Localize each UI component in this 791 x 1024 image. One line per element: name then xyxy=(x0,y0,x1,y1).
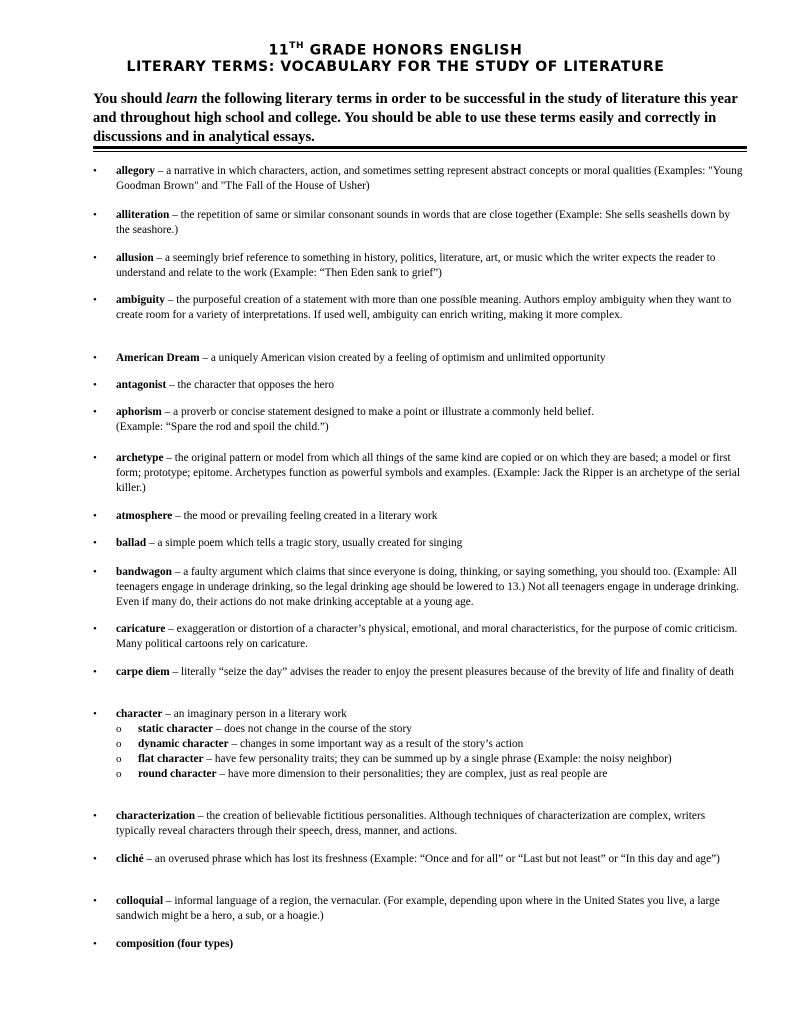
term-name: ambiguity xyxy=(116,294,165,306)
bullet-icon: • xyxy=(93,708,97,720)
sub-term-round-character xyxy=(116,767,746,782)
bullet-icon: • xyxy=(93,537,97,549)
sub-term-definition: – have few personality traits; they can be summed up by a single phrase (Example: the noisy neighbor) xyxy=(203,753,672,765)
term-definition: – informal language of a region, the vernacular. (For example, depending upon where in the United States you live, a large sandwich might be a hero, a sub, or a hoagie.) xyxy=(116,895,720,922)
term-entry-allegory xyxy=(93,164,746,194)
sub-term-definition: – have more dimension to their personalities; they are complex, just as real people are xyxy=(216,768,608,780)
bullet-icon: • xyxy=(93,294,97,306)
bullet-icon: • xyxy=(93,938,97,950)
bullet-icon: • xyxy=(93,510,97,522)
term-name: caricature xyxy=(116,623,166,635)
term-name: atmosphere xyxy=(116,510,173,522)
term-entry-carpe-diem xyxy=(93,665,746,680)
sub-term-static-character xyxy=(116,722,746,737)
term-definition: – the mood or prevailing feeling created in a literary work xyxy=(172,510,438,522)
intro-text-rest: the following literary terms in order to be successful in the study of literature this year and throughout high school and college. You should be able to use these terms easily and correctly in discussions and in analytical essays. xyxy=(93,91,738,145)
bullet-icon: • xyxy=(93,452,97,464)
sub-term-name: flat character xyxy=(138,753,204,765)
term-name: allegory xyxy=(116,165,155,177)
term-entry-archetype xyxy=(93,451,746,496)
term-definition: – the purposeful creation of a statement with more than one possible meaning. Authors employ ambiguity when they want to create room for a variety of interpretations. If used well, ambiguity can enrich writing, making it more complex. xyxy=(116,294,732,321)
term-entry-cliche xyxy=(93,852,746,867)
term-example: (Example: “Spare the rod and spoil the child.”) xyxy=(116,421,329,433)
term-entry-allusion xyxy=(93,251,746,281)
bullet-icon: • xyxy=(93,379,97,391)
sub-term-name: dynamic character xyxy=(138,738,229,750)
term-entry-colloquial xyxy=(93,894,746,924)
bullet-icon: • xyxy=(93,165,97,177)
sub-term-definition: – does not change in the course of the story xyxy=(212,723,412,735)
term-definition: – the character that opposes the hero xyxy=(166,379,335,391)
bullet-icon: • xyxy=(93,406,97,418)
intro-emphasis: learn xyxy=(166,91,198,107)
term-entry-ambiguity xyxy=(93,293,746,323)
intro-text-start: You should xyxy=(93,91,167,107)
sub-bullet-icon: o xyxy=(116,723,122,735)
sub-term-definition: – changes in some important way as a result of the story’s action xyxy=(228,738,524,750)
term-definition: – a faulty argument which claims that since everyone is doing, thinking, or saying something, you should too. (Example: All teenagers engage in underage drinking, so the legal drinking age should be lowered to 13.) Not all teenagers engage in underage drinking. Even if many do, their actions do not make drinking acceptable at a young age. xyxy=(116,566,740,608)
term-entry-american-dream xyxy=(93,351,746,366)
intro-paragraph xyxy=(93,90,758,147)
bullet-icon: • xyxy=(93,623,97,635)
sub-bullet-icon: o xyxy=(116,768,122,780)
bullet-icon: • xyxy=(93,252,97,264)
bullet-icon: • xyxy=(93,209,97,221)
divider-thick xyxy=(93,146,747,149)
term-definition: – a simple poem which tells a tragic story, usually created for singing xyxy=(146,537,463,549)
sub-term-name: round character xyxy=(138,768,217,780)
term-entry-alliteration xyxy=(93,208,746,238)
term-name: characterization xyxy=(116,810,196,822)
term-entry-atmosphere xyxy=(93,509,746,524)
term-definition: – the original pattern or model from which all things of the same kind are copied or on which they are based; a model or first form; prototype; epitome. Archetypes function as powerful symbols and examples. (Example: Jack the Ripper is an archetype of the serial killer.) xyxy=(116,452,740,494)
term-definition: – the repetition of same or similar consonant sounds in words that are close together (Example: She sells seashells down by the seashore.) xyxy=(116,209,730,236)
term-name: aphorism xyxy=(116,406,162,418)
term-name: American Dream xyxy=(116,352,200,364)
term-definition: – a seemingly brief reference to something in history, politics, literature, art, or music which the writer expects the reader to understand and relate to the work (Example: “Then Eden sank to grief”) xyxy=(116,252,716,279)
sub-term-dynamic-character xyxy=(116,737,746,752)
bullet-icon: • xyxy=(93,810,97,822)
term-entry-aphorism xyxy=(93,405,746,435)
title-grade-suffix: TH xyxy=(289,41,305,51)
term-name: antagonist xyxy=(116,379,167,391)
bullet-icon: • xyxy=(93,853,97,865)
bullet-icon: • xyxy=(93,666,97,678)
title-grade-number: 11 xyxy=(268,42,290,59)
term-entry-caricature xyxy=(93,622,746,652)
term-definition: – a proverb or concise statement designed to make a point or illustrate a commonly held belief. xyxy=(161,406,595,418)
bullet-icon: • xyxy=(93,895,97,907)
divider-thin xyxy=(93,151,747,152)
term-name: cliché xyxy=(116,853,144,865)
term-definition: – an imaginary person in a literary work xyxy=(162,708,347,720)
bullet-icon: • xyxy=(93,352,97,364)
term-definition: – a narrative in which characters, action, and sometimes setting represent abstract concepts or moral qualities (Examples: "Young Goodman Brown" and "The Fall of the House of Usher) xyxy=(116,165,743,192)
term-definition: – exaggeration or distortion of a character’s physical, emotional, and moral characteristics, for the purpose of comic criticism. Many political cartoons rely on caricature. xyxy=(116,623,738,650)
term-definition: – an overused phrase which has lost its freshness (Example: “Once and for all” or “Last but not least” or “In this day and age”) xyxy=(143,853,720,865)
sub-term-name: static character xyxy=(138,723,213,735)
term-name: composition (four types) xyxy=(116,938,234,950)
term-definition: – the creation of believable fictitious personalities. Although techniques of characterization are complex, writers typically reveal characters through their speech, dress, manner, and actions. xyxy=(116,810,706,837)
term-entry-bandwagon xyxy=(93,565,746,610)
document-title-line1 xyxy=(0,38,791,60)
title-course-name: GRADE HONORS ENGLISH xyxy=(304,42,523,59)
sub-bullet-icon: o xyxy=(116,738,122,750)
term-name: character xyxy=(116,708,163,720)
term-entry-antagonist xyxy=(93,378,746,393)
sub-term-flat-character xyxy=(116,752,746,767)
term-entry-composition xyxy=(93,937,746,952)
term-entry-character xyxy=(93,707,746,782)
sub-bullet-icon: o xyxy=(116,753,122,765)
term-name: bandwagon xyxy=(116,566,172,578)
term-name: carpe diem xyxy=(116,666,170,678)
term-name: archetype xyxy=(116,452,164,464)
term-name: colloquial xyxy=(116,895,164,907)
term-name: allusion xyxy=(116,252,154,264)
term-definition: – a uniquely American vision created by a feeling of optimism and unlimited opportunity xyxy=(199,352,606,364)
term-entry-characterization xyxy=(93,809,746,839)
document-title-line2: LITERARY TERMS: VOCABULARY FOR THE STUDY OF LITERATURE xyxy=(126,59,665,75)
term-entry-ballad xyxy=(93,536,746,551)
term-name: alliteration xyxy=(116,209,170,221)
term-definition: – literally “seize the day” advises the reader to enjoy the present pleasures because of the brevity of life and finality of death xyxy=(169,666,734,678)
term-name: ballad xyxy=(116,537,147,549)
bullet-icon: • xyxy=(93,566,97,578)
